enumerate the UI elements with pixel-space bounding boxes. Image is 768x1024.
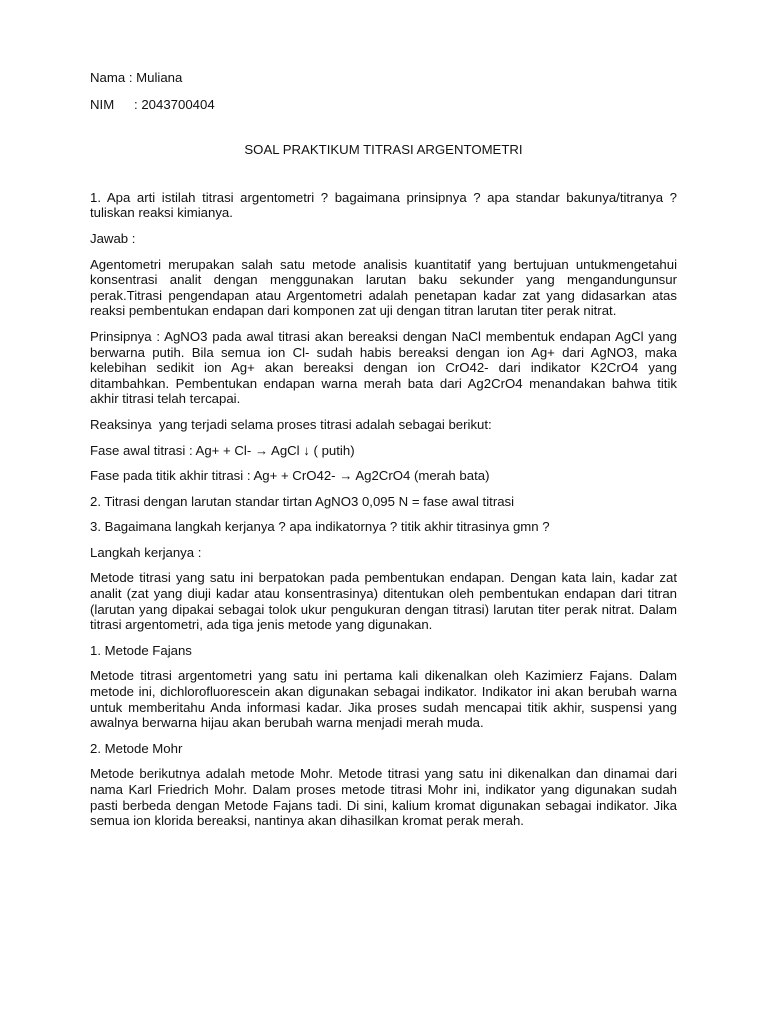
steps-label: Langkah kerjanya :	[90, 544, 202, 560]
answer-label: Jawab :	[90, 230, 136, 246]
reaction-initial-phase: Fase awal titrasi : Ag+ + Cl- → AgCl ↓ ( putih)	[90, 442, 355, 458]
student-id-value: : 2043700404	[134, 96, 215, 112]
steps-description: Metode titrasi yang satu ini berpatokan pada pembentukan endapan. Dengan kata lain, kadar zat analit (zat yang diuji kadar atau konsentrasinya) ditentukan oleh pembentukan endapan dari titran (larutan yang dipakai sebagai tolok ukur pengukuran dengan titrasi) larutan titer perak nitrat. Dalam titrasi argentometri, ada tiga jenis metode yang digunakan.	[90, 570, 681, 633]
student-id-row	[90, 97, 677, 113]
method-mohr-description: Metode berikutnya adalah metode Mohr. Metode titrasi yang satu ini dikenalkan dan dinamai dari nama Karl Friedrich Mohr. Dalam proses metode titrasi Mohr ini, indikator yang digunakan sudah pasti berbeda dengan Metode Fajans tadi. Di sini, kalium kromat digunakan sebagai indikator. Jika semua ion klorida bereaksi, nantinya akan dihasilkan kromat perak merah.	[90, 766, 681, 829]
reaction-intro: Reaksinya yang terjadi selama proses titrasi adalah sebagai berikut:	[90, 416, 492, 432]
document-page	[90, 70, 681, 839]
question-3: 3. Bagaimana langkah kerjanya ? apa indikatornya ? titik akhir titrasinya gmn ?	[90, 519, 550, 535]
question-1: 1. Apa arti istilah titrasi argentometri ? bagaimana prinsipnya ? apa standar bakunya/titranya ? tuliskan reaksi kimianya.	[90, 189, 681, 221]
answer-principle: Prinsipnya : AgNO3 pada awal titrasi akan bereaksi dengan NaCl membentuk endapan AgCl yang berwarna putih. Bila semua ion Cl- sudah habis bereaksi dengan ion Ag+ dari AgNO3, maka kelebihan sedikit ion Ag+ akan bereaksi dengan ion CrO42- dari indikator K2CrO4 yang ditambahkan. Pembentukan endapan warna merah bata dari Ag2CrO4 menandakan bahwa titik akhir titrasi telah tercapai.	[90, 328, 681, 407]
reaction-end-phase: Fase pada titik akhir titrasi : Ag+ + CrO42- → Ag2CrO4 (merah bata)	[90, 468, 490, 484]
method-fajans-description: Metode titrasi argentometri yang satu ini pertama kali dikenalkan oleh Kazimierz Fajans. Dalam metode ini, dichlorofluorescein akan digunakan sebagai indikator. Indikator ini akan berubah warna untuk memberitahu Anda informasi kadar. Jika proses sudah mencapai titik akhir, suspensi yang awalnya berwarna hijau akan berubah warna menjadi merah muda.	[90, 668, 681, 731]
question-2: 2. Titrasi dengan larutan standar tirtan AgNO3 0,095 N = fase awal titrasi	[90, 493, 515, 509]
student-id-label: NIM	[90, 96, 115, 112]
method-mohr-heading: 2. Metode Mohr	[90, 740, 183, 756]
answer-definition: Agentometri merupakan salah satu metode analisis kuantitatif yang bertujuan untukmengetahui konsentrasi analit dengan menggunakan larutan baku sekunder yang mengandungunsur perak.Titrasi pengendapan atau Argentometri adalah penetapan kadar zat yang didasarkan atas reaksi pembentukan endapan dari komponen zat uji dengan titran larutan titer perak nitrat.	[90, 256, 681, 319]
document-title: SOAL PRAKTIKUM TITRASI ARGENTOMETRI	[244, 142, 523, 158]
student-name: Nama : Muliana	[90, 70, 183, 85]
method-fajans-heading: 1. Metode Fajans	[90, 642, 192, 658]
